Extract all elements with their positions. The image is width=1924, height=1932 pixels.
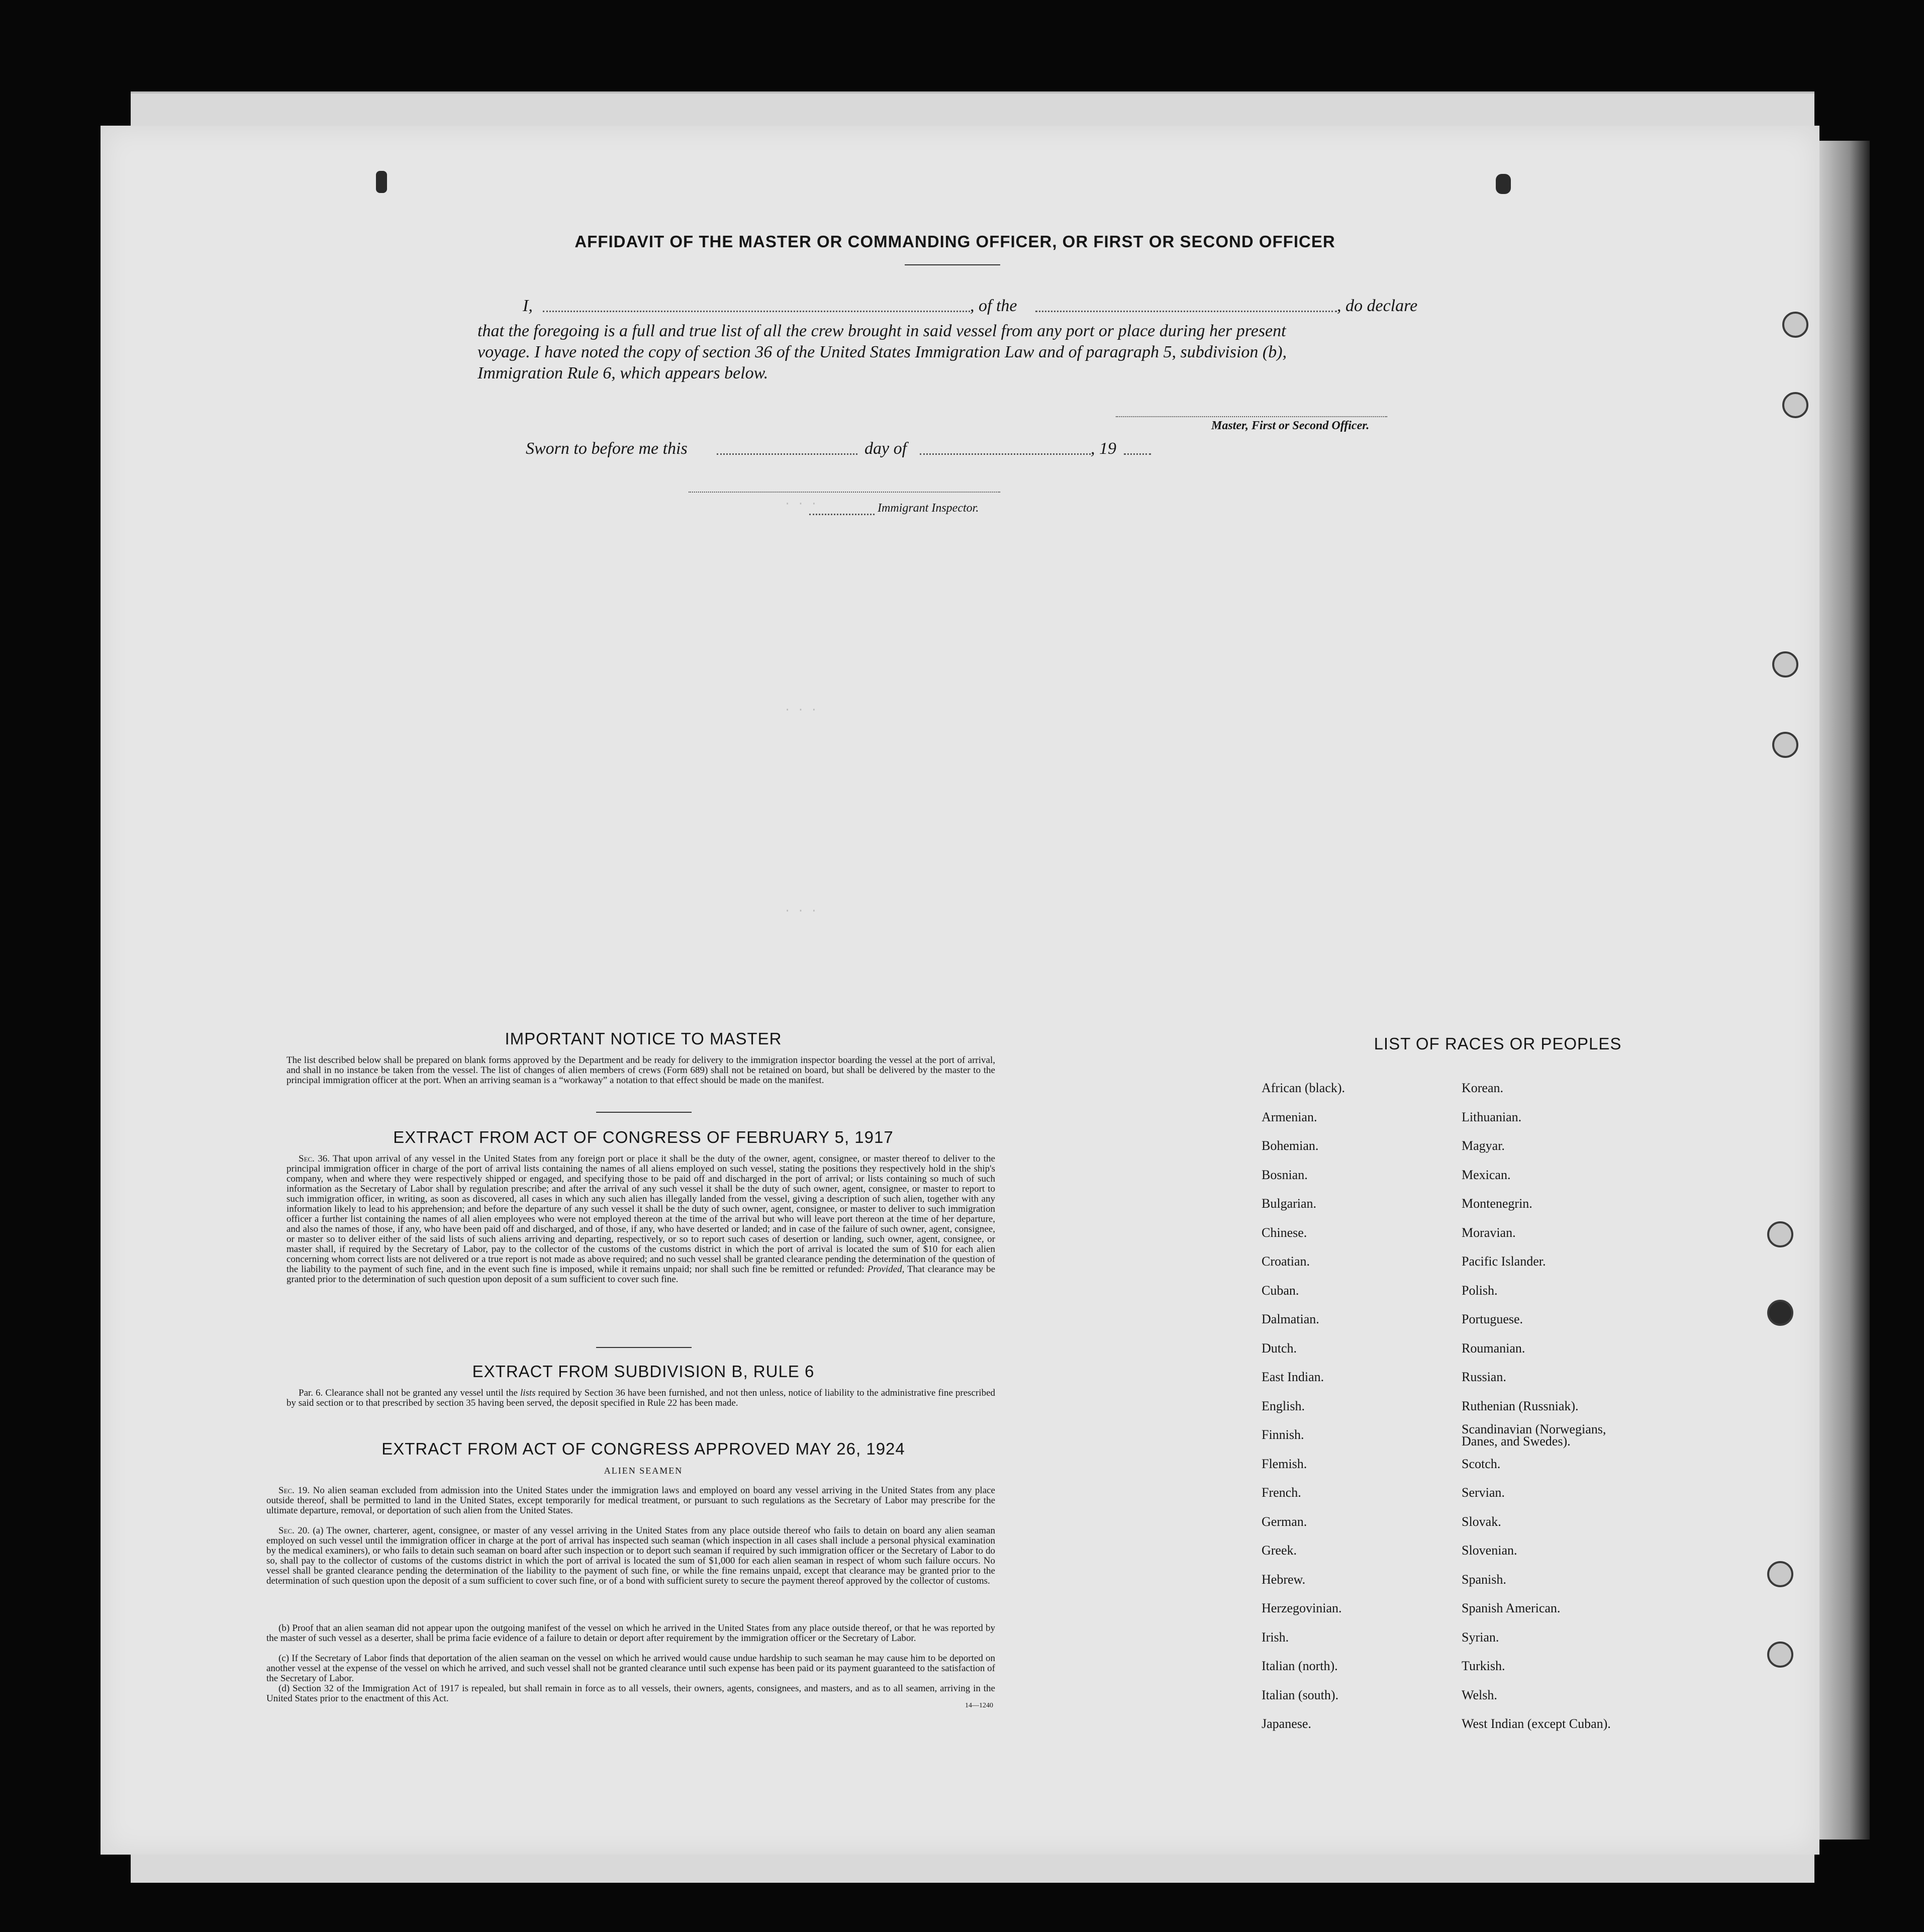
extract-1924-sec20c: (c) If the Secretary of Labor finds that deportation of the alien seaman on the vessel on which he arrived would cause undue hardship to such seaman he may cause him to be deported on another vessel at the expense of the vessel on which he arrived, and such vessel shall not be granted clearance until such expense has been paid or its payment guaranteed to the satisfaction of the Secretary of Labor. <box>266 1653 995 1684</box>
race-item: West Indian (except Cuban). <box>1462 1716 1611 1731</box>
race-item: Flemish. <box>1262 1456 1307 1471</box>
race-item: Hebrew. <box>1262 1572 1306 1587</box>
race-item: Russian. <box>1462 1370 1506 1384</box>
sworn-year-field[interactable] <box>1124 453 1151 455</box>
race-item: Croatian. <box>1262 1254 1310 1269</box>
race-item: Syrian. <box>1462 1629 1499 1645</box>
punch-hole <box>1782 312 1808 338</box>
inspector-signature-line <box>689 492 1000 493</box>
race-item: Scotch. <box>1462 1456 1501 1471</box>
notice-body: The list described below shall be prepared on blank forms approved by the Department and be ready for delivery to the immigration inspector boarding the vessel at the port of arrival, and shall in no instance be taken from the vessel. The list of changes of alien members of crews (Form 689) shall not be retained on board, but shall be delivered by the master to the principal immigration officer at the port. When an arriving seaman is a “workaway” a notation to that effect should be made on the manifest. <box>286 1055 995 1086</box>
race-item: Slovak. <box>1462 1514 1501 1529</box>
race-item: Mexican. <box>1462 1167 1511 1182</box>
race-item: Moravian. <box>1462 1225 1516 1240</box>
sworn-day-of: day of <box>864 439 907 458</box>
extract-1917-title: EXTRACT FROM ACT OF CONGRESS OF FEBRUARY 5, 1917 <box>393 1128 894 1146</box>
page-edge-shadow <box>1819 141 1870 1840</box>
affiant-name-field[interactable] <box>543 311 970 312</box>
form-code: 14—1240 <box>965 1702 993 1709</box>
race-item: French. <box>1262 1485 1301 1500</box>
signature-label: Master, First or Second Officer. <box>1211 419 1370 432</box>
race-item: Montenegrin. <box>1462 1196 1532 1211</box>
race-item: Irish. <box>1262 1629 1289 1645</box>
section-divider <box>596 1347 692 1348</box>
signature-line <box>1116 416 1387 417</box>
bleed-through-marks: · · · <box>784 704 818 716</box>
extract-1924-sec20a: Sec. 20. (a) The owner, charterer, agent, consignee, or master of any vessel arriving in the United States from any place outside thereof who fails to detain on board any alien seaman employed on such vessel until the immigration officer in charge at the port of arrival has inspected such seaman (which inspection in all cases shall include a personal physical examination by the medical examiners), or who fails to detain such seaman on board after such inspection or to deport such seaman if required by such immigration officer or the Secretary of Labor to do so, shall pay to the collector of customs of the customs district in which the port of arrival is located the sum of $1,000 for each alien seaman in respect of whom such failure occurs. No vessel shall be granted clearance pending the determination of the liability to the payment of such fine, or while the fine remains unpaid, except that clearance may be granted prior to the determination of such question upon the deposit of a sum sufficient to cover such fine, or of a bond with sufficient surety to secure the payment thereof approved by the collector of customs. <box>266 1525 996 1586</box>
race-item: Slovenian. <box>1462 1543 1517 1558</box>
sworn-day-field[interactable] <box>717 453 857 455</box>
race-item: Cuban. <box>1262 1283 1299 1298</box>
race-item: Korean. <box>1462 1081 1504 1095</box>
race-item: Finnish. <box>1262 1427 1304 1442</box>
race-item: Herzegovinian. <box>1262 1601 1342 1615</box>
extract-1924-sec20d: (d) Section 32 of the Immigration Act of 1917 is repealed, but shall remain in force as to all vessels, their owners, agents, consignees, and masters, and as to all seamen, arriving in the United States prior to the enactment of this Act. <box>266 1683 995 1704</box>
race-item: Italian (north). <box>1262 1659 1338 1673</box>
race-item: Dutch. <box>1262 1340 1297 1356</box>
affidavit-line-4: Immigration Rule 6, which appears below. <box>477 364 768 382</box>
race-item: Bohemian. <box>1262 1138 1319 1153</box>
race-item: Spanish. <box>1462 1572 1506 1587</box>
race-item: Lithuanian. <box>1462 1109 1522 1124</box>
ink-blot <box>1496 174 1511 194</box>
punch-hole <box>1767 1641 1793 1668</box>
race-item: Italian (south). <box>1262 1687 1339 1702</box>
race-item: Bosnian. <box>1262 1167 1308 1182</box>
race-item: German. <box>1262 1514 1307 1529</box>
race-item: Armenian. <box>1262 1109 1317 1124</box>
title-underline <box>905 264 1000 265</box>
affidavit-title: AFFIDAVIT OF THE MASTER OR COMMANDING OFFICER, OR FIRST OR SECOND OFFICER <box>574 232 1335 251</box>
race-item: Scandinavian (Norwegians, Danes, and Swedes). <box>1462 1422 1606 1448</box>
notice-title: IMPORTANT NOTICE TO MASTER <box>505 1029 782 1048</box>
race-item: Dalmatian. <box>1262 1312 1319 1326</box>
punch-hole <box>1767 1221 1793 1247</box>
sworn-prefix: Sworn to before me this <box>526 439 688 458</box>
inspector-prefix-dots <box>809 514 875 515</box>
race-item: African (black). <box>1262 1081 1345 1095</box>
punch-hole <box>1782 392 1808 418</box>
race-item: Bulgarian. <box>1262 1196 1317 1211</box>
extract-1924-sec20b: (b) Proof that an alien seaman did not appear upon the outgoing manifest of the vessel on which he arrived in the United States from any place outside thereof, or that he was reported by the master of such vessel as a deserter, shall be prima facie evidence of a failure to detain or deport after requirement by the immigration officer or the Secretary of Labor. <box>266 1623 995 1644</box>
race-item: English. <box>1262 1398 1305 1413</box>
extract-1924-sec19: Sec. 19. No alien seaman excluded from admission into the United States under the immigration laws and employed on board any vessel arriving in the United States from any place outside thereof, shall be permitted to land in the United States, except temporarily for medical treatment, or pursuant to such regulations as the Secretary of Labor may prescribe for the ultimate departure, removal, or deportation of such alien from the United States. <box>266 1485 995 1516</box>
extract-1917-body: Sec. 36. That upon arrival of any vessel in the United States from any foreign port or place it shall be the duty of the owner, agent, consignee, or master thereof to deliver to the principal immigration officer in charge of the port of arrival lists containing the names of all aliens employed on such vessel, stating the positions they respectively hold in the ship's company, when and where they were respectively shipped or engaged, and specifying those to be paid off and discharged in the port of arrival; or lists containing so much of such information as the Secretary of Labor shall by regulation prescribe; and after the arrival of any such vessel it shall be the duty of such owner, agent, consignee, or master to report to such immigration officer, in writing, as soon as discovered, all cases in which any such alien has illegally landed from the vessel, giving a description of such alien, together with any information likely to lead to his apprehension; and before the departure of any such vessel it shall be the duty of such owner, agent, consignee, or master to deliver to such immigration officer a further list containing the names of all alien employees who were not employed thereon at the time of the arrival but who will leave port thereon at the time of her departure, and also the names of those, if any, who have been paid off and discharged, and of those, if any, who have deserted or landed; and in case of the failure of such owner, agent, consignee, or master so to deliver either of the said lists of such aliens arriving and departing, respectively, or so to report such cases of desertion or landing, such owner, agent, consignee, or master shall, if required by the Secretary of Labor, pay to the collector of the customs of the customs district in which the port of arrival is located the sum of $10 for each alien concerning whom correct lists are not delivered or a true report is not made as above required; and no such vessel shall be granted clearance pending the determination of the question of the liability to the payment of such fine, and in the event such fine is imposed, while it remains unpaid; nor shall such fine be remitted or refunded: Provided, That clearance may be granted prior to the determination of such question upon deposit of a sum sufficient to cover such fine. <box>286 1153 995 1285</box>
section-divider <box>596 1112 692 1113</box>
ink-blot <box>376 171 387 193</box>
rule6-body: Par. 6. Clearance shall not be granted any vessel until the lists required by Section 36 have been furnished, and not then unless, notice of liability to the administrative fine prescribed by said section or to that prescribed by section 35 having been served, the deposit specified in Rule 22 has been made. <box>286 1388 996 1408</box>
rule6-title: EXTRACT FROM SUBDIVISION B, RULE 6 <box>472 1362 815 1381</box>
punch-hole <box>1767 1561 1793 1587</box>
sworn-year: , 19 <box>1091 439 1116 458</box>
race-item: Turkish. <box>1462 1659 1505 1673</box>
race-item: Portuguese. <box>1462 1312 1523 1326</box>
document-page <box>101 126 1819 1855</box>
race-item: Spanish American. <box>1462 1601 1561 1615</box>
race-item: Servian. <box>1462 1485 1505 1500</box>
extract-1924-title: EXTRACT FROM ACT OF CONGRESS APPROVED MAY 26, 1924 <box>381 1439 905 1458</box>
race-item: Greek. <box>1262 1543 1297 1558</box>
affidavit-line-2: that the foregoing is a full and true list of all the crew brought in said vessel from any port or place during her present <box>477 322 1286 340</box>
punch-hole <box>1772 651 1798 678</box>
race-item: Chinese. <box>1262 1225 1307 1240</box>
bleed-through-marks: · · · <box>784 498 818 510</box>
punch-hole <box>1767 1300 1793 1326</box>
race-item: Magyar. <box>1462 1138 1505 1153</box>
extract-1924-subtitle: ALIEN SEAMEN <box>604 1466 683 1476</box>
affidavit-line-3: voyage. I have noted the copy of section 36 of the United States Immigration Law and of paragraph 5, subdivision (b), <box>477 343 1287 361</box>
sworn-month-field[interactable] <box>920 453 1091 455</box>
race-item: Ruthenian (Russniak). <box>1462 1398 1579 1413</box>
bleed-through-marks: · · · <box>784 905 818 917</box>
race-item: Japanese. <box>1262 1716 1311 1731</box>
race-item: Polish. <box>1462 1283 1498 1298</box>
race-item: East Indian. <box>1262 1370 1324 1384</box>
punch-hole <box>1772 732 1798 758</box>
of-the-text: , of the <box>970 297 1017 315</box>
race-item: Pacific Islander. <box>1462 1254 1546 1269</box>
inspector-label: Immigrant Inspector. <box>878 502 979 515</box>
race-item: Roumanian. <box>1462 1340 1525 1356</box>
vessel-field[interactable] <box>1035 311 1337 312</box>
affiant-prefix: I, <box>523 297 533 315</box>
race-item: Welsh. <box>1462 1687 1497 1702</box>
do-declare-text: , do declare <box>1337 297 1418 315</box>
races-title: LIST OF RACES OR PEOPLES <box>1374 1034 1622 1053</box>
